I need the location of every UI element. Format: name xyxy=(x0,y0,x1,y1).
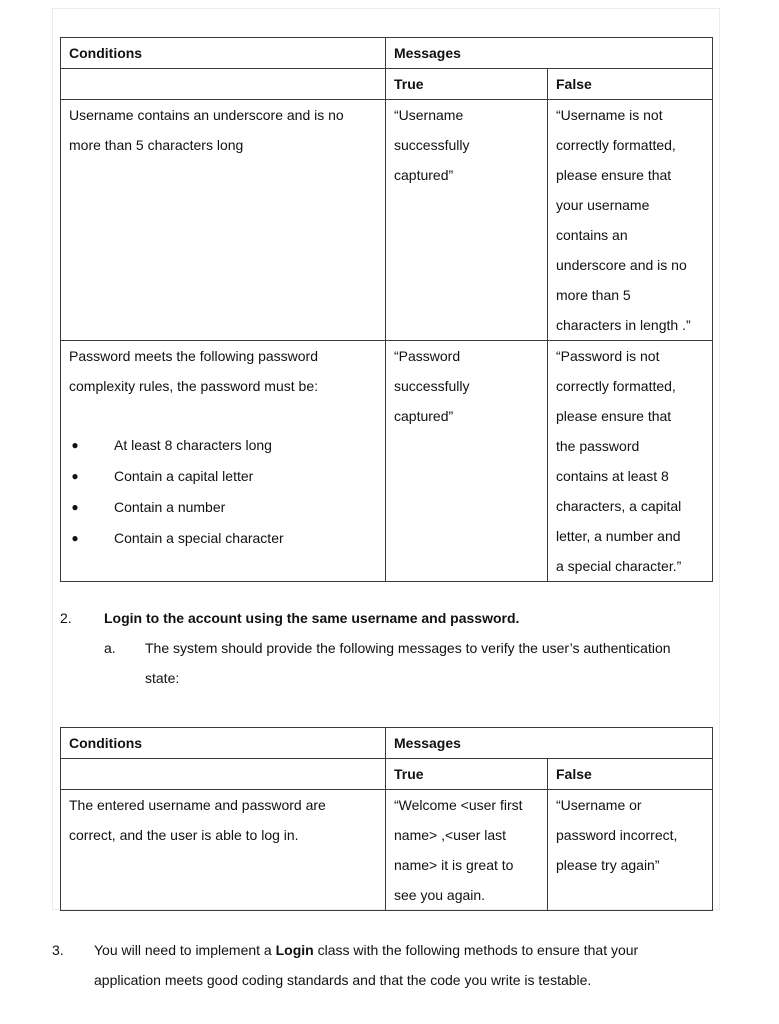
password-rules-list xyxy=(69,430,377,554)
step-number: 2. xyxy=(60,610,72,626)
empty-cell xyxy=(61,759,386,790)
rule-text: Contain a special character xyxy=(114,530,284,546)
condition-text: The entered username and password are xyxy=(69,797,326,813)
condition-text: Password meets the following password xyxy=(69,348,319,364)
false-message-text: characters, a capital xyxy=(556,498,682,514)
false-message-text: underscore and is no xyxy=(556,257,687,273)
step-3 xyxy=(94,935,638,965)
false-message-text: correctly formatted, xyxy=(556,378,676,394)
false-message-text: a special character.” xyxy=(556,558,682,574)
bullet-icon: ● xyxy=(71,469,79,483)
false-message-text: please ensure that xyxy=(556,408,672,424)
bullet-icon: ● xyxy=(71,500,79,514)
list-item xyxy=(69,492,377,523)
bullet-icon: ● xyxy=(71,438,79,452)
true-message-text: captured” xyxy=(394,408,454,424)
true-header: True xyxy=(386,759,548,790)
table-row xyxy=(61,790,713,911)
step-title: Login to the account using the same username and password. xyxy=(104,610,520,626)
true-message-text: successfully xyxy=(394,137,470,153)
step-2 xyxy=(60,603,519,633)
true-message-cell xyxy=(386,790,548,911)
sub-step-text: The system should provide the following messages to verify the user’s authentication xyxy=(145,640,671,656)
false-message-text: the password xyxy=(556,438,640,454)
false-message-text: “Username is not xyxy=(556,107,663,123)
true-message-text: name> ,<user last xyxy=(394,827,507,843)
sub-step-text: state: xyxy=(145,670,180,686)
step-3-text-before: You will need to implement a xyxy=(94,942,276,958)
bullet-icon: ● xyxy=(71,531,79,545)
true-message-text: “Username xyxy=(394,107,464,123)
table-row xyxy=(61,341,713,582)
step-3-number: 3. xyxy=(52,942,64,958)
true-message-text: see you again. xyxy=(394,887,486,903)
false-header: False xyxy=(548,759,713,790)
true-message-text: successfully xyxy=(394,378,470,394)
false-message-text: please ensure that xyxy=(556,167,672,183)
true-message-cell xyxy=(386,100,548,341)
condition-text: more than 5 characters long xyxy=(69,137,244,153)
true-header: True xyxy=(386,69,548,100)
false-message-text: letter, a number and xyxy=(556,528,681,544)
condition-cell xyxy=(61,790,386,911)
condition-cell xyxy=(61,100,386,341)
list-item xyxy=(69,523,377,554)
false-message-text: more than 5 xyxy=(556,287,631,303)
step-2a xyxy=(104,633,671,663)
true-message-text: name> it is great to xyxy=(394,857,514,873)
spacer xyxy=(69,401,377,430)
false-message-text: contains an xyxy=(556,227,628,243)
table-header-row xyxy=(61,728,713,759)
empty-cell xyxy=(61,69,386,100)
false-message-text: correctly formatted, xyxy=(556,137,676,153)
table-header-row xyxy=(61,38,713,69)
true-message-text: “Welcome <user first xyxy=(394,797,523,813)
step-3-bold-word: Login xyxy=(275,942,314,958)
condition-text: complexity rules, the password must be: xyxy=(69,378,318,394)
registration-conditions-table xyxy=(60,37,713,582)
rule-text: Contain a capital letter xyxy=(114,468,254,484)
step-3-continuation xyxy=(94,965,591,995)
false-header: False xyxy=(548,69,713,100)
false-message-text: “Username or xyxy=(556,797,642,813)
rule-text: Contain a number xyxy=(114,499,226,515)
false-message-text: contains at least 8 xyxy=(556,468,669,484)
conditions-header: Conditions xyxy=(61,728,386,759)
step-2a-continuation xyxy=(145,663,179,693)
false-message-cell xyxy=(548,790,713,911)
condition-cell xyxy=(61,341,386,582)
true-message-text: captured” xyxy=(394,167,454,183)
step-3-text-after: class with the following methods to ensure that your xyxy=(313,942,639,958)
false-message-cell xyxy=(548,341,713,582)
messages-header: Messages xyxy=(386,38,713,69)
table-row xyxy=(61,100,713,341)
true-message-cell xyxy=(386,341,548,582)
table-subheader-row xyxy=(61,69,713,100)
false-message-text: please try again” xyxy=(556,857,660,873)
table-subheader-row xyxy=(61,759,713,790)
true-message-text: “Password xyxy=(394,348,461,364)
false-message-cell xyxy=(548,100,713,341)
false-message-text: your username xyxy=(556,197,650,213)
login-conditions-table xyxy=(60,727,713,911)
messages-header: Messages xyxy=(386,728,713,759)
conditions-header: Conditions xyxy=(61,38,386,69)
rule-text: At least 8 characters long xyxy=(114,437,272,453)
false-message-text: password incorrect, xyxy=(556,827,678,843)
sub-step-letter: a. xyxy=(104,640,116,656)
condition-text: Username contains an underscore and is no xyxy=(69,107,344,123)
list-item xyxy=(69,430,377,461)
list-item xyxy=(69,461,377,492)
false-message-text: characters in length .” xyxy=(556,317,691,333)
false-message-text: “Password is not xyxy=(556,348,660,364)
condition-text: correct, and the user is able to log in. xyxy=(69,827,299,843)
step-3-line2: application meets good coding standards and that the code you write is testable. xyxy=(94,972,592,988)
